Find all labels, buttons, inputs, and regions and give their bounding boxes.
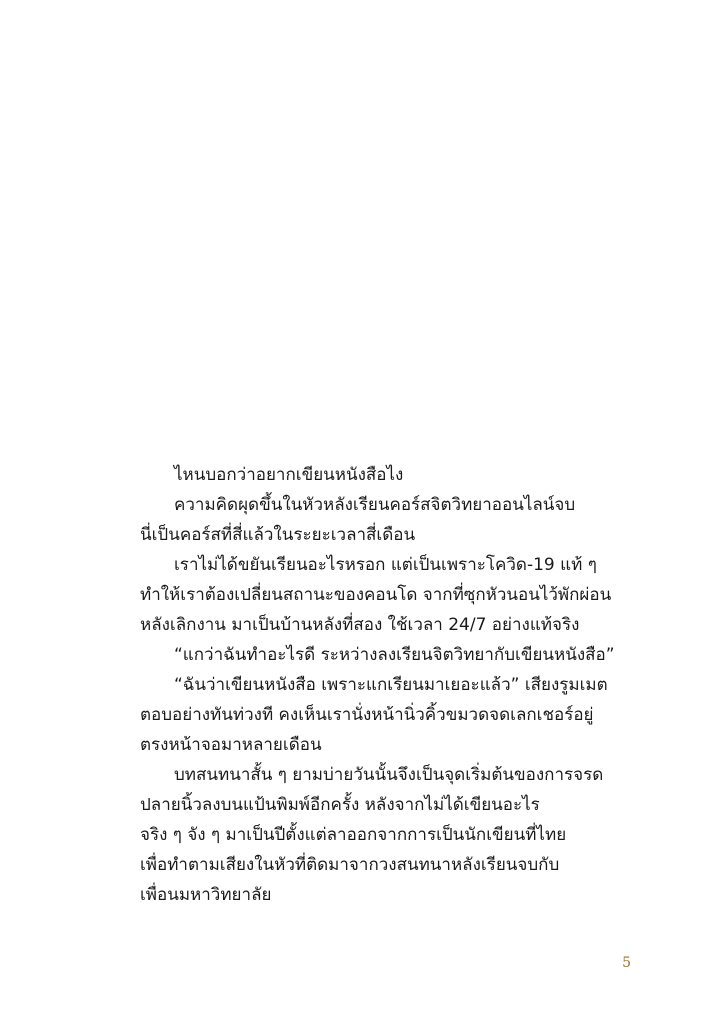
paragraph-line: จริง ๆ จัง ๆ มาเป็นปีตั้งแต่ลาออกจากการเป็นนักเขียนที่ไทย [140,825,567,845]
paragraph-line: ทำให้เราต้องเปลี่ยนสถานะของคอนโด จากที่ซุกหัวนอนไว้พักผ่อน [140,585,612,605]
paragraph-line: นี่เป็นคอร์สที่สี่แล้วในระยะเวลาสี่เดือน [140,525,416,545]
paragraph-line: ตรงหน้าจอมาหลายเดือน [140,735,322,755]
paragraph-line: เราไม่ได้ขยันเรียนอะไรหรอก แต่เป็นเพราะโควิด-19 แท้ ๆ [174,555,597,575]
paragraph-line: หลังเลิกงาน มาเป็นบ้านหลังที่สอง ใช้เวลา 24/7 อย่างแท้จริง [140,615,580,635]
page-number: 5 [622,955,631,971]
paragraph-line: “ฉันว่าเขียนหนังสือ เพราะแกเรียนมาเยอะแล้ว” เสียงรูมเมต [174,675,608,695]
paragraph-line: “แกว่าฉันทำอะไรดี ระหว่างลงเรียนจิตวิทยากับเขียนหนังสือ” [174,645,615,665]
paragraph-line: ความคิดผุดขึ้นในหัวหลังเรียนคอร์สจิตวิทยาออนไลน์จบ [174,495,576,515]
paragraph-line: ไหนบอกว่าอยากเขียนหนังสือไง [174,465,404,485]
paragraph-line: เพื่อนมหาวิทยาลัย [140,885,272,905]
paragraph-line: ตอบอย่างทันท่วงที คงเห็นเรานั่งหน้านิ่วคิ้วขมวดจดเลกเชอร์อยู่ [140,705,594,725]
paragraph-line: ปลายนิ้วลงบนแป้นพิมพ์อีกครั้ง หลังจากไม่ได้เขียนอะไร [140,795,540,815]
body-text [140,460,625,910]
paragraph-line: เพื่อทำตามเสียงในหัวที่ติดมาจากวงสนทนาหลังเรียนจบกับ [140,855,560,875]
paragraph-line: บทสนทนาสั้น ๆ ยามบ่ายวันนั้นจึงเป็นจุดเริ่มต้นของการจรด [174,765,604,785]
